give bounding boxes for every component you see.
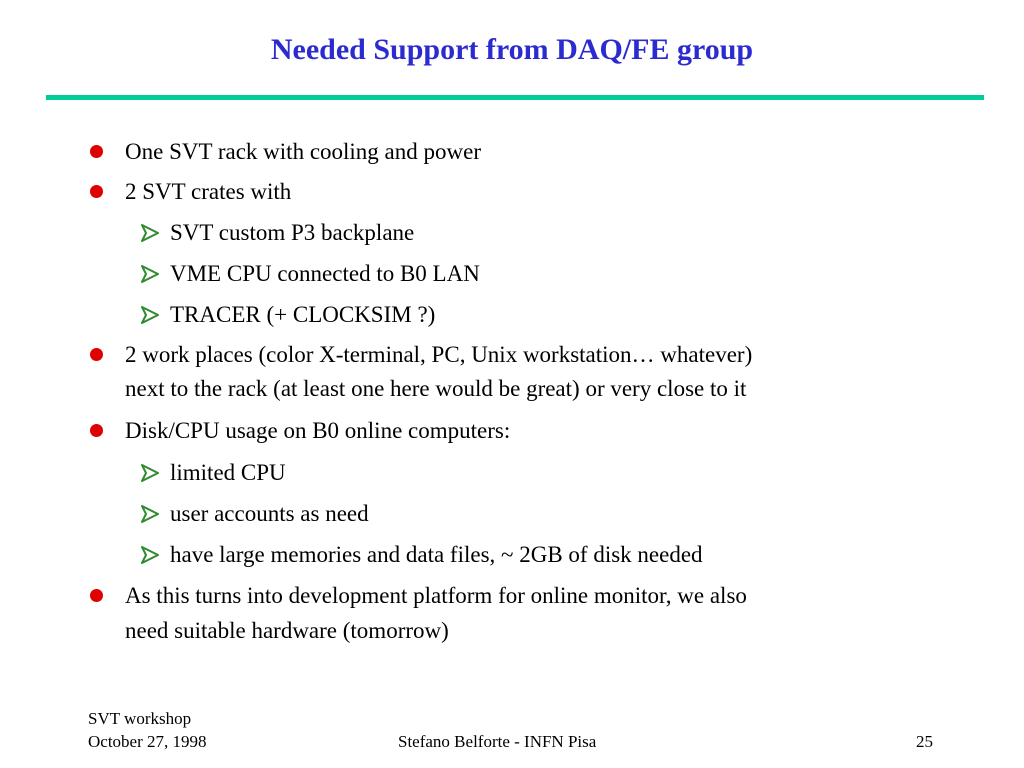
bullet-text-continuation: need suitable hardware (tomorrow): [125, 618, 449, 643]
footer-page-number: 25: [916, 732, 933, 751]
arrow-bullet-icon: [139, 263, 161, 285]
bullet-text-continuation: next to the rack (at least one here would be great) or very close to it: [125, 376, 747, 401]
bullet-text: One SVT rack with cooling and power: [125, 139, 481, 164]
bullet-dot-icon: [90, 185, 103, 198]
sub-bullet-text: limited CPU: [170, 460, 286, 485]
sub-bullet-text: SVT custom P3 backplane: [170, 220, 415, 245]
sub-bullet-text: VME CPU connected to B0 LAN: [170, 261, 480, 286]
footer-date: October 27, 1998: [88, 732, 207, 751]
footer-event: SVT workshop: [88, 709, 192, 728]
bullet-text: Disk/CPU usage on B0 online computers:: [125, 418, 511, 443]
bullet-text: 2 work places (color X-terminal, PC, Unix workstation… whatever): [125, 342, 753, 367]
bullet-dot-icon: [90, 589, 103, 602]
bullet-dot-icon: [90, 145, 103, 158]
footer-author: Stefano Belforte - INFN Pisa: [398, 732, 597, 751]
slide-title: Needed Support from DAQ/FE group: [270, 33, 754, 66]
arrow-bullet-icon: [139, 222, 161, 244]
bullet-text: As this turns into development platform for online monitor, we also: [125, 583, 747, 608]
bullet-text: 2 SVT crates with: [125, 179, 292, 204]
arrow-bullet-icon: [139, 503, 161, 525]
sub-bullet-text: have large memories and data files, ~ 2GB of disk needed: [170, 542, 703, 567]
sub-bullet-text: TRACER (+ CLOCKSIM ?): [170, 302, 436, 327]
arrow-bullet-icon: [139, 544, 161, 566]
bullet-dot-icon: [90, 348, 103, 361]
sub-bullet-text: user accounts as need: [170, 501, 369, 526]
arrow-bullet-icon: [139, 462, 161, 484]
arrow-bullet-icon: [139, 304, 161, 326]
bullet-dot-icon: [90, 424, 103, 437]
